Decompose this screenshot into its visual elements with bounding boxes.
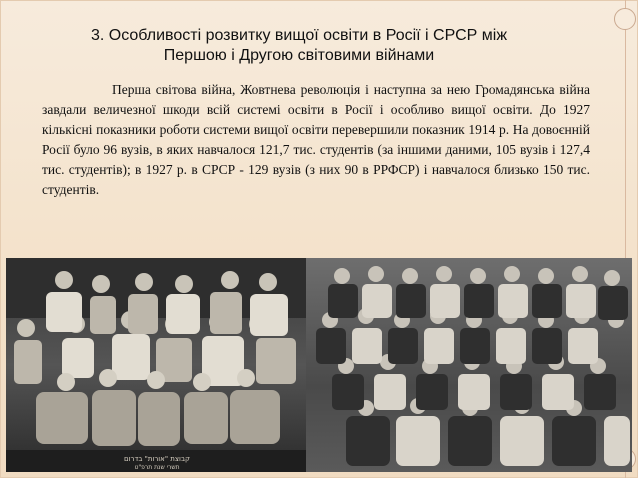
historical-photo-left — [6, 258, 308, 472]
historical-photo-right — [306, 258, 632, 472]
slide-title: 3. Особливості розвитку вищої освіти в Росії і СРСР між Першою і Другою світовими війнами — [90, 27, 508, 64]
corner-circle-top — [614, 8, 636, 30]
photo-caption-line1: קבוצת "אורות" בדרום — [124, 455, 190, 463]
slide-paragraph: Перша світова війна, Жовтнева революція і наступна за нею Громадянська війна завдали величезної шкоди всій системі освіти в Росії і особливо вищої освіти. До 1927 кількісні показники роботи системи вищої освіти перевершили показник 1914 р. На довоєнній Росії було 96 вузів, в яких навчалося 121,7 тис. студентів (за іншими даними, 105 вузів і 127,4 тис. студентів); в 1927 р. в СРСР - 129 вузів (з них 90 в РРФСР) і навчалося близько 150 тис. студентів. — [42, 82, 590, 197]
photo-caption-line2: תשרי שנת תרפ"ט — [134, 464, 180, 471]
